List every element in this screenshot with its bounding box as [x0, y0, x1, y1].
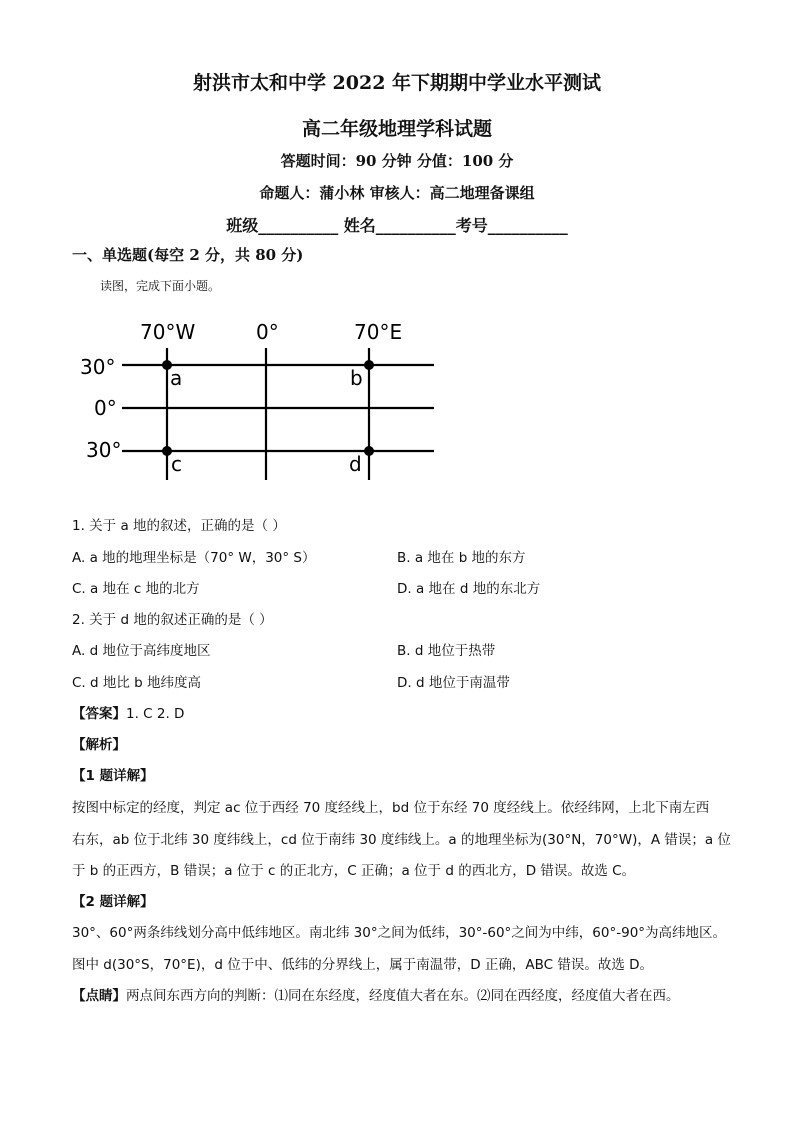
question-1-option-d: D. a 地在 d 地的东北方 [397, 581, 541, 597]
time-score-line: 答题时间：90 分钟 分值：100 分 [280, 152, 514, 170]
exam-title: 射洪市太和中学 2022 年下期期中学业水平测试 [192, 72, 602, 94]
lat-label-30n: 30° [80, 355, 116, 379]
lat-label-0: 0° [94, 396, 117, 420]
section-heading: 一、单选题(每空 2 分，共 80 分) [72, 246, 304, 264]
answer-label: 【答案】 [72, 706, 126, 722]
answer-line [72, 702, 184, 722]
point-d-marker [364, 446, 374, 456]
question-2-option-d: D. d 地位于南温带 [397, 675, 510, 691]
detail-2-line-2: 图中 d(30°S，70°E)，d 位于中、低纬的分界线上，属于南温带，D 正确，ABC 错误。故选 D。 [72, 957, 654, 973]
tip-label: 【点睛】 [72, 988, 126, 1004]
question-2-option-a: A. d 地位于高纬度地区 [72, 643, 211, 659]
question-2-option-c: C. d 地比 b 地纬度高 [72, 675, 202, 691]
detail-2-line-1: 30°、60°两条纬线划分高中低纬地区。南北纬 30°之间为低纬，30°-60°之间为中纬，60°-90°为高纬地区。 [72, 925, 727, 941]
detail-1-line-3: 于 b 的正西方，B 错误；a 位于 c 的正北方，C 正确；a 位于 d 的西北方，D 错误。故选 C。 [72, 863, 636, 879]
detail-2-heading: 【2 题详解】 [72, 894, 154, 910]
detail-1-line-1: 按图中标定的经度，判定 ac 位于西经 70 度经线上，bd 位于东经 70 度经线上。依经纬网，上北下南左西 [72, 800, 710, 816]
question-1-option-a: A. a 地的地理坐标是（70° W，30° S） [72, 550, 316, 566]
detail-1-line-2: 右东，ab 位于北纬 30 度纬线上，cd 位于南纬 30 度纬线上。a 的地理坐标为(30°N，70°W)，A 错误；a 位 [72, 832, 731, 848]
point-b-label: b [350, 366, 363, 390]
point-c-label: c [171, 452, 182, 476]
section-intro: 读图，完成下面小题。 [100, 279, 221, 293]
point-d-label: d [349, 452, 362, 476]
tip-text: 两点间东西方向的判断：⑴同在东经度，经度值大者在东。⑵同在西经度，经度值大者在西。 [126, 988, 680, 1004]
point-a-label: a [170, 366, 183, 390]
graticule-figure [70, 308, 450, 488]
question-1-option-c: C. a 地在 c 地的北方 [72, 581, 200, 597]
lon-label-0: 0° [256, 320, 279, 344]
question-1-stem: 1. 关于 a 地的叙述，正确的是（ ） [72, 518, 286, 534]
exam-subtitle: 高二年级地理学科试题 [301, 118, 492, 140]
lon-label-70e: 70°E [354, 320, 403, 344]
question-2-stem: 2. 关于 d 地的叙述正确的是（ ） [72, 612, 273, 628]
point-b-marker [364, 360, 374, 370]
analysis-label: 【解析】 [72, 737, 126, 753]
answer-text: 1. C 2. D [126, 706, 185, 722]
lon-label-70w: 70°W [140, 320, 196, 344]
question-2-option-b: B. d 地位于热带 [397, 643, 496, 659]
detail-1-heading: 【1 题详解】 [72, 768, 154, 784]
student-info-fields: 班级__________ 姓名__________考号__________ [226, 216, 568, 235]
lat-label-30s: 30° [86, 438, 122, 462]
authors-line: 命题人：蒲小林 审核人：高二地理备课组 [259, 184, 535, 202]
question-1-option-b: B. a 地在 b 地的东方 [397, 550, 526, 566]
tip-line [72, 984, 680, 1004]
